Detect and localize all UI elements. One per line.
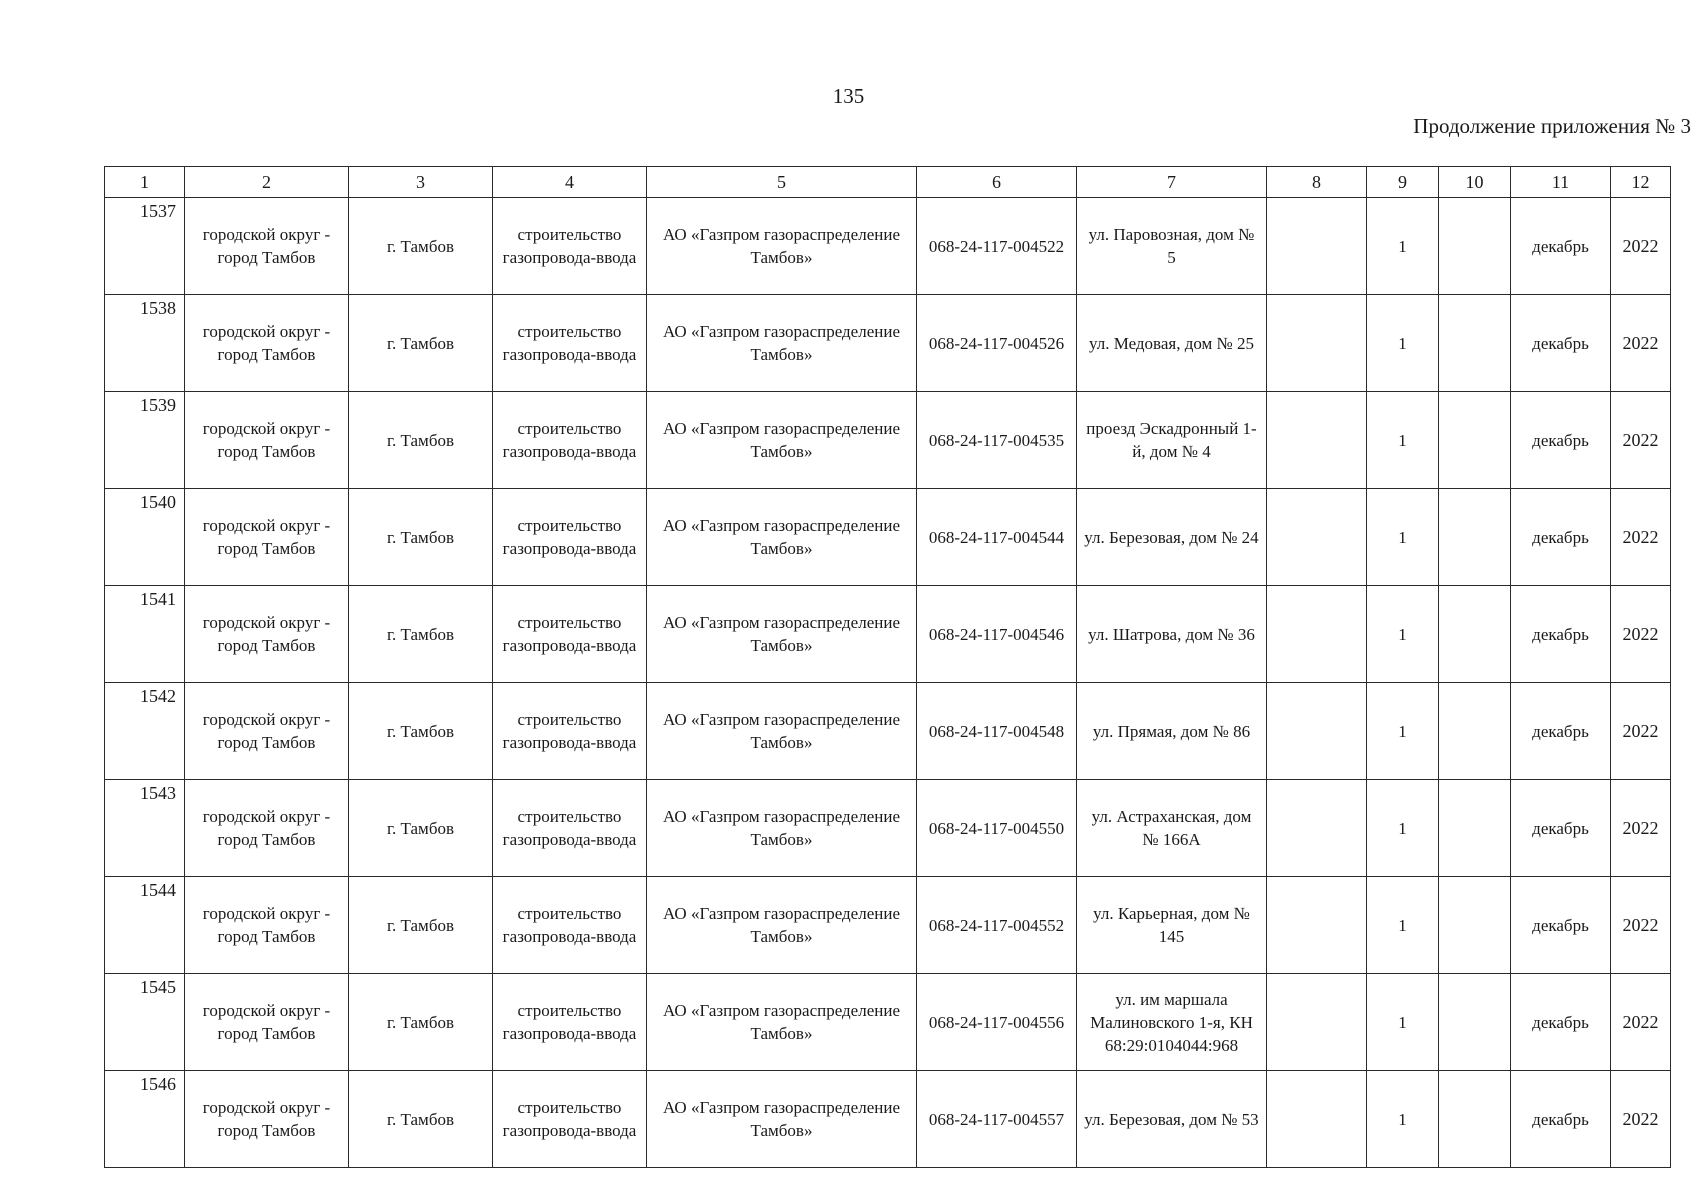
cell-organization: АО «Газпром газораспределение Тамбов» xyxy=(647,974,917,1071)
cell-column-10 xyxy=(1439,586,1511,683)
cell-quantity: 1 xyxy=(1367,877,1439,974)
cell-code: 068-24-117-004552 xyxy=(917,877,1077,974)
cell-quantity: 1 xyxy=(1367,780,1439,877)
cell-organization: АО «Газпром газораспределение Тамбов» xyxy=(647,295,917,392)
column-header-5: 5 xyxy=(647,167,917,198)
cell-municipality: городской округ - город Тамбов xyxy=(185,877,349,974)
cell-month: декабрь xyxy=(1511,780,1611,877)
cell-municipality: городской округ - город Тамбов xyxy=(185,974,349,1071)
cell-address: ул. Медовая, дом № 25 xyxy=(1077,295,1267,392)
cell-month: декабрь xyxy=(1511,1071,1611,1168)
cell-row-number: 1542 xyxy=(105,683,185,780)
cell-work-type: строительство газопровода-ввода xyxy=(493,392,647,489)
cell-organization: АО «Газпром газораспределение Тамбов» xyxy=(647,489,917,586)
cell-work-type: строительство газопровода-ввода xyxy=(493,1071,647,1168)
cell-column-10 xyxy=(1439,780,1511,877)
cell-year: 2022 xyxy=(1611,392,1671,489)
cell-locality: г. Тамбов xyxy=(349,683,493,780)
page-number: 135 xyxy=(832,84,865,108)
header-row xyxy=(105,167,1671,198)
cell-organization: АО «Газпром газораспределение Тамбов» xyxy=(647,392,917,489)
cell-work-type: строительство газопровода-ввода xyxy=(493,586,647,683)
cell-code: 068-24-117-004548 xyxy=(917,683,1077,780)
cell-locality: г. Тамбов xyxy=(349,489,493,586)
cell-work-type: строительство газопровода-ввода xyxy=(493,489,647,586)
cell-code: 068-24-117-004557 xyxy=(917,1071,1077,1168)
cell-municipality: городской округ - город Тамбов xyxy=(185,586,349,683)
cell-municipality: городской округ - город Тамбов xyxy=(185,392,349,489)
cell-column-10 xyxy=(1439,974,1511,1071)
column-header-7: 7 xyxy=(1077,167,1267,198)
cell-column-8 xyxy=(1267,1071,1367,1168)
table-row xyxy=(105,683,1671,780)
column-header-3: 3 xyxy=(349,167,493,198)
cell-organization: АО «Газпром газораспределение Тамбов» xyxy=(647,198,917,295)
cell-year: 2022 xyxy=(1611,877,1671,974)
cell-month: декабрь xyxy=(1511,974,1611,1071)
cell-locality: г. Тамбов xyxy=(349,780,493,877)
cell-code: 068-24-117-004535 xyxy=(917,392,1077,489)
table-row xyxy=(105,198,1671,295)
cell-year: 2022 xyxy=(1611,1071,1671,1168)
cell-code: 068-24-117-004522 xyxy=(917,198,1077,295)
cell-column-10 xyxy=(1439,198,1511,295)
cell-work-type: строительство газопровода-ввода xyxy=(493,295,647,392)
cell-work-type: строительство газопровода-ввода xyxy=(493,780,647,877)
cell-code: 068-24-117-004526 xyxy=(917,295,1077,392)
cell-quantity: 1 xyxy=(1367,295,1439,392)
cell-column-8 xyxy=(1267,295,1367,392)
cell-organization: АО «Газпром газораспределение Тамбов» xyxy=(647,683,917,780)
cell-municipality: городской округ - город Тамбов xyxy=(185,198,349,295)
column-header-1: 1 xyxy=(105,167,185,198)
cell-municipality: городской округ - город Тамбов xyxy=(185,1071,349,1168)
cell-address: проезд Эскадронный 1-й, дом № 4 xyxy=(1077,392,1267,489)
table-row xyxy=(105,489,1671,586)
cell-organization: АО «Газпром газораспределение Тамбов» xyxy=(647,780,917,877)
cell-locality: г. Тамбов xyxy=(349,198,493,295)
cell-organization: АО «Газпром газораспределение Тамбов» xyxy=(647,1071,917,1168)
table-row xyxy=(105,974,1671,1071)
cell-municipality: городской округ - город Тамбов xyxy=(185,295,349,392)
cell-organization: АО «Газпром газораспределение Тамбов» xyxy=(647,586,917,683)
column-header-9: 9 xyxy=(1367,167,1439,198)
cell-locality: г. Тамбов xyxy=(349,392,493,489)
cell-address: ул. им маршала Малиновского 1-я, КН 68:29:0104044:968 xyxy=(1077,974,1267,1071)
cell-address: ул. Паровозная, дом № 5 xyxy=(1077,198,1267,295)
cell-quantity: 1 xyxy=(1367,1071,1439,1168)
cell-address: ул. Астраханская, дом № 166А xyxy=(1077,780,1267,877)
cell-month: декабрь xyxy=(1511,586,1611,683)
table-row xyxy=(105,586,1671,683)
column-header-6: 6 xyxy=(917,167,1077,198)
cell-year: 2022 xyxy=(1611,974,1671,1071)
cell-year: 2022 xyxy=(1611,295,1671,392)
table-row xyxy=(105,1071,1671,1168)
cell-row-number: 1537 xyxy=(105,198,185,295)
cell-column-8 xyxy=(1267,683,1367,780)
cell-month: декабрь xyxy=(1511,198,1611,295)
cell-column-10 xyxy=(1439,392,1511,489)
cell-row-number: 1541 xyxy=(105,586,185,683)
cell-column-8 xyxy=(1267,586,1367,683)
cell-column-10 xyxy=(1439,1071,1511,1168)
cell-month: декабрь xyxy=(1511,392,1611,489)
cell-locality: г. Тамбов xyxy=(349,974,493,1071)
cell-work-type: строительство газопровода-ввода xyxy=(493,974,647,1071)
cell-column-8 xyxy=(1267,877,1367,974)
cell-quantity: 1 xyxy=(1367,392,1439,489)
cell-row-number: 1543 xyxy=(105,780,185,877)
cell-column-8 xyxy=(1267,780,1367,877)
cell-column-8 xyxy=(1267,974,1367,1071)
cell-month: декабрь xyxy=(1511,295,1611,392)
cell-quantity: 1 xyxy=(1367,683,1439,780)
cell-row-number: 1544 xyxy=(105,877,185,974)
table-row xyxy=(105,392,1671,489)
cell-address: ул. Шатрова, дом № 36 xyxy=(1077,586,1267,683)
cell-address: ул. Березовая, дом № 24 xyxy=(1077,489,1267,586)
cell-year: 2022 xyxy=(1611,586,1671,683)
cell-year: 2022 xyxy=(1611,780,1671,877)
cell-municipality: городской округ - город Тамбов xyxy=(185,683,349,780)
cell-address: ул. Прямая, дом № 86 xyxy=(1077,683,1267,780)
cell-quantity: 1 xyxy=(1367,586,1439,683)
cell-locality: г. Тамбов xyxy=(349,586,493,683)
appendix-title: Продолжение приложения № 3 xyxy=(1413,114,1691,138)
cell-row-number: 1538 xyxy=(105,295,185,392)
cell-work-type: строительство газопровода-ввода xyxy=(493,198,647,295)
cell-code: 068-24-117-004556 xyxy=(917,974,1077,1071)
cell-organization: АО «Газпром газораспределение Тамбов» xyxy=(647,877,917,974)
cell-work-type: строительство газопровода-ввода xyxy=(493,683,647,780)
cell-row-number: 1539 xyxy=(105,392,185,489)
cell-column-10 xyxy=(1439,489,1511,586)
cell-municipality: городской округ - город Тамбов xyxy=(185,489,349,586)
cell-quantity: 1 xyxy=(1367,489,1439,586)
cell-column-8 xyxy=(1267,198,1367,295)
cell-row-number: 1545 xyxy=(105,974,185,1071)
cell-quantity: 1 xyxy=(1367,974,1439,1071)
cell-locality: г. Тамбов xyxy=(349,1071,493,1168)
cell-address: ул. Карьерная, дом № 145 xyxy=(1077,877,1267,974)
cell-column-10 xyxy=(1439,295,1511,392)
cell-code: 068-24-117-004550 xyxy=(917,780,1077,877)
cell-code: 068-24-117-004546 xyxy=(917,586,1077,683)
column-header-10: 10 xyxy=(1439,167,1511,198)
cell-month: декабрь xyxy=(1511,683,1611,780)
cell-column-10 xyxy=(1439,877,1511,974)
cell-year: 2022 xyxy=(1611,683,1671,780)
data-table xyxy=(104,166,1671,1168)
cell-column-10 xyxy=(1439,683,1511,780)
cell-month: декабрь xyxy=(1511,489,1611,586)
cell-row-number: 1540 xyxy=(105,489,185,586)
cell-quantity: 1 xyxy=(1367,198,1439,295)
cell-column-8 xyxy=(1267,392,1367,489)
column-header-11: 11 xyxy=(1511,167,1611,198)
table-row xyxy=(105,877,1671,974)
cell-locality: г. Тамбов xyxy=(349,295,493,392)
cell-work-type: строительство газопровода-ввода xyxy=(493,877,647,974)
cell-month: декабрь xyxy=(1511,877,1611,974)
table-row xyxy=(105,780,1671,877)
table-row xyxy=(105,295,1671,392)
cell-year: 2022 xyxy=(1611,198,1671,295)
cell-locality: г. Тамбов xyxy=(349,877,493,974)
cell-year: 2022 xyxy=(1611,489,1671,586)
column-header-12: 12 xyxy=(1611,167,1671,198)
table-body xyxy=(105,198,1671,1168)
cell-row-number: 1546 xyxy=(105,1071,185,1168)
cell-code: 068-24-117-004544 xyxy=(917,489,1077,586)
column-header-8: 8 xyxy=(1267,167,1367,198)
column-header-4: 4 xyxy=(493,167,647,198)
cell-address: ул. Березовая, дом № 53 xyxy=(1077,1071,1267,1168)
cell-municipality: городской округ - город Тамбов xyxy=(185,780,349,877)
cell-column-8 xyxy=(1267,489,1367,586)
column-header-2: 2 xyxy=(185,167,349,198)
